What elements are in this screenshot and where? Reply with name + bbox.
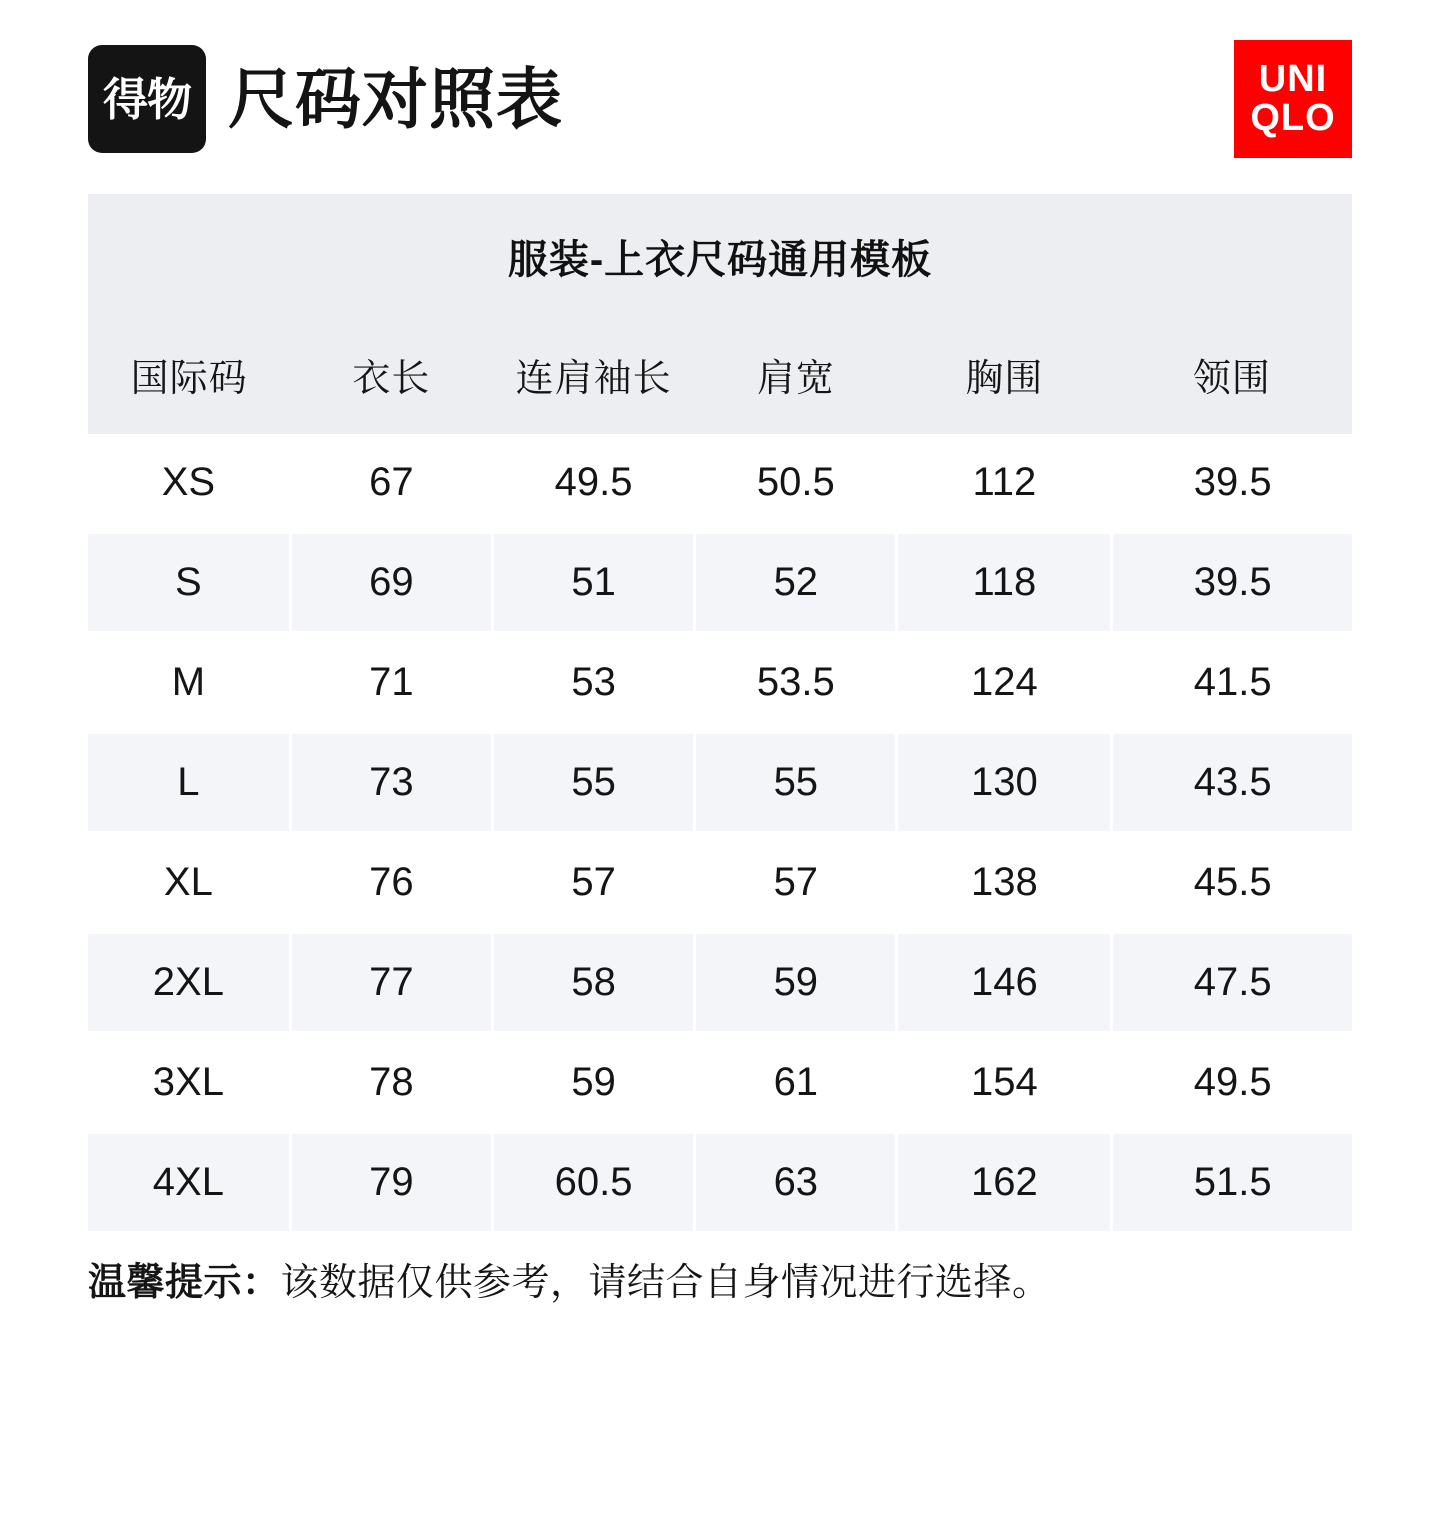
footnote-label: 温馨提示： [88,1262,281,1304]
table-cell: 55 [492,733,694,833]
table-row [88,1133,1352,1232]
column-header: 肩宽 [695,317,897,434]
table-cell: 162 [897,1133,1112,1232]
table-cell: XS [88,434,290,533]
table-cell: 69 [290,533,492,633]
footnote [88,1259,1352,1308]
page-header [0,0,1440,170]
table-cell: 43.5 [1112,733,1352,833]
table-cell: 3XL [88,1033,290,1133]
table-cell: 39.5 [1112,434,1352,533]
table-row [88,933,1352,1033]
table-cell: 47.5 [1112,933,1352,1033]
table-cell: 146 [897,933,1112,1033]
table-row [88,733,1352,833]
column-header: 国际码 [88,317,290,434]
table-cell: 55 [695,733,897,833]
table-cell: 124 [897,633,1112,733]
column-header: 领围 [1112,317,1352,434]
table-cell: 53.5 [695,633,897,733]
table-cell: 41.5 [1112,633,1352,733]
table-cell: 154 [897,1033,1112,1133]
table-cell: 52 [695,533,897,633]
table-row [88,633,1352,733]
table-cell: 73 [290,733,492,833]
size-table [88,317,1352,1231]
table-cell: M [88,633,290,733]
table-cell: 130 [897,733,1112,833]
table-cell: 63 [695,1133,897,1232]
table-cell: L [88,733,290,833]
table-row [88,434,1352,533]
table-cell: 118 [897,533,1112,633]
table-cell: 67 [290,434,492,533]
uniqlo-logo [1234,40,1352,158]
column-header: 衣长 [290,317,492,434]
table-cell: 53 [492,633,694,733]
table-cell: 138 [897,833,1112,933]
table-cell: 61 [695,1033,897,1133]
table-cell: 58 [492,933,694,1033]
table-cell: 71 [290,633,492,733]
size-table-caption: 服装-上衣尺码通用模板 [88,194,1352,317]
table-cell: 79 [290,1133,492,1232]
table-cell: XL [88,833,290,933]
table-header-row [88,317,1352,434]
uniqlo-logo-line2: QLO [1250,97,1336,139]
size-table-head [88,317,1352,434]
table-cell: S [88,533,290,633]
uniqlo-logo-line1: UNI [1258,58,1328,101]
table-cell: 45.5 [1112,833,1352,933]
table-cell: 49.5 [1112,1033,1352,1133]
table-row [88,1033,1352,1133]
page-title: 尺码对照表 [228,62,563,136]
table-row [88,533,1352,633]
table-cell: 76 [290,833,492,933]
size-table-body [88,434,1352,1231]
table-cell: 78 [290,1033,492,1133]
size-table-wrapper [88,194,1352,1231]
column-header: 连肩袖长 [492,317,694,434]
table-cell: 57 [492,833,694,933]
table-cell: 51.5 [1112,1133,1352,1232]
table-cell: 49.5 [492,434,694,533]
column-header: 胸围 [897,317,1112,434]
table-cell: 112 [897,434,1112,533]
footnote-text: 该数据仅供参考，请结合自身情况进行选择。 [280,1262,1051,1304]
table-cell: 57 [695,833,897,933]
table-cell: 59 [492,1033,694,1133]
table-cell: 77 [290,933,492,1033]
table-cell: 50.5 [695,434,897,533]
table-cell: 51 [492,533,694,633]
table-row [88,833,1352,933]
dewu-brand-badge: 得物 [88,45,206,153]
table-cell: 59 [695,933,897,1033]
table-cell: 60.5 [492,1133,694,1232]
header-left-group [88,45,563,153]
table-cell: 4XL [88,1133,290,1232]
table-cell: 39.5 [1112,533,1352,633]
table-cell: 2XL [88,933,290,1033]
